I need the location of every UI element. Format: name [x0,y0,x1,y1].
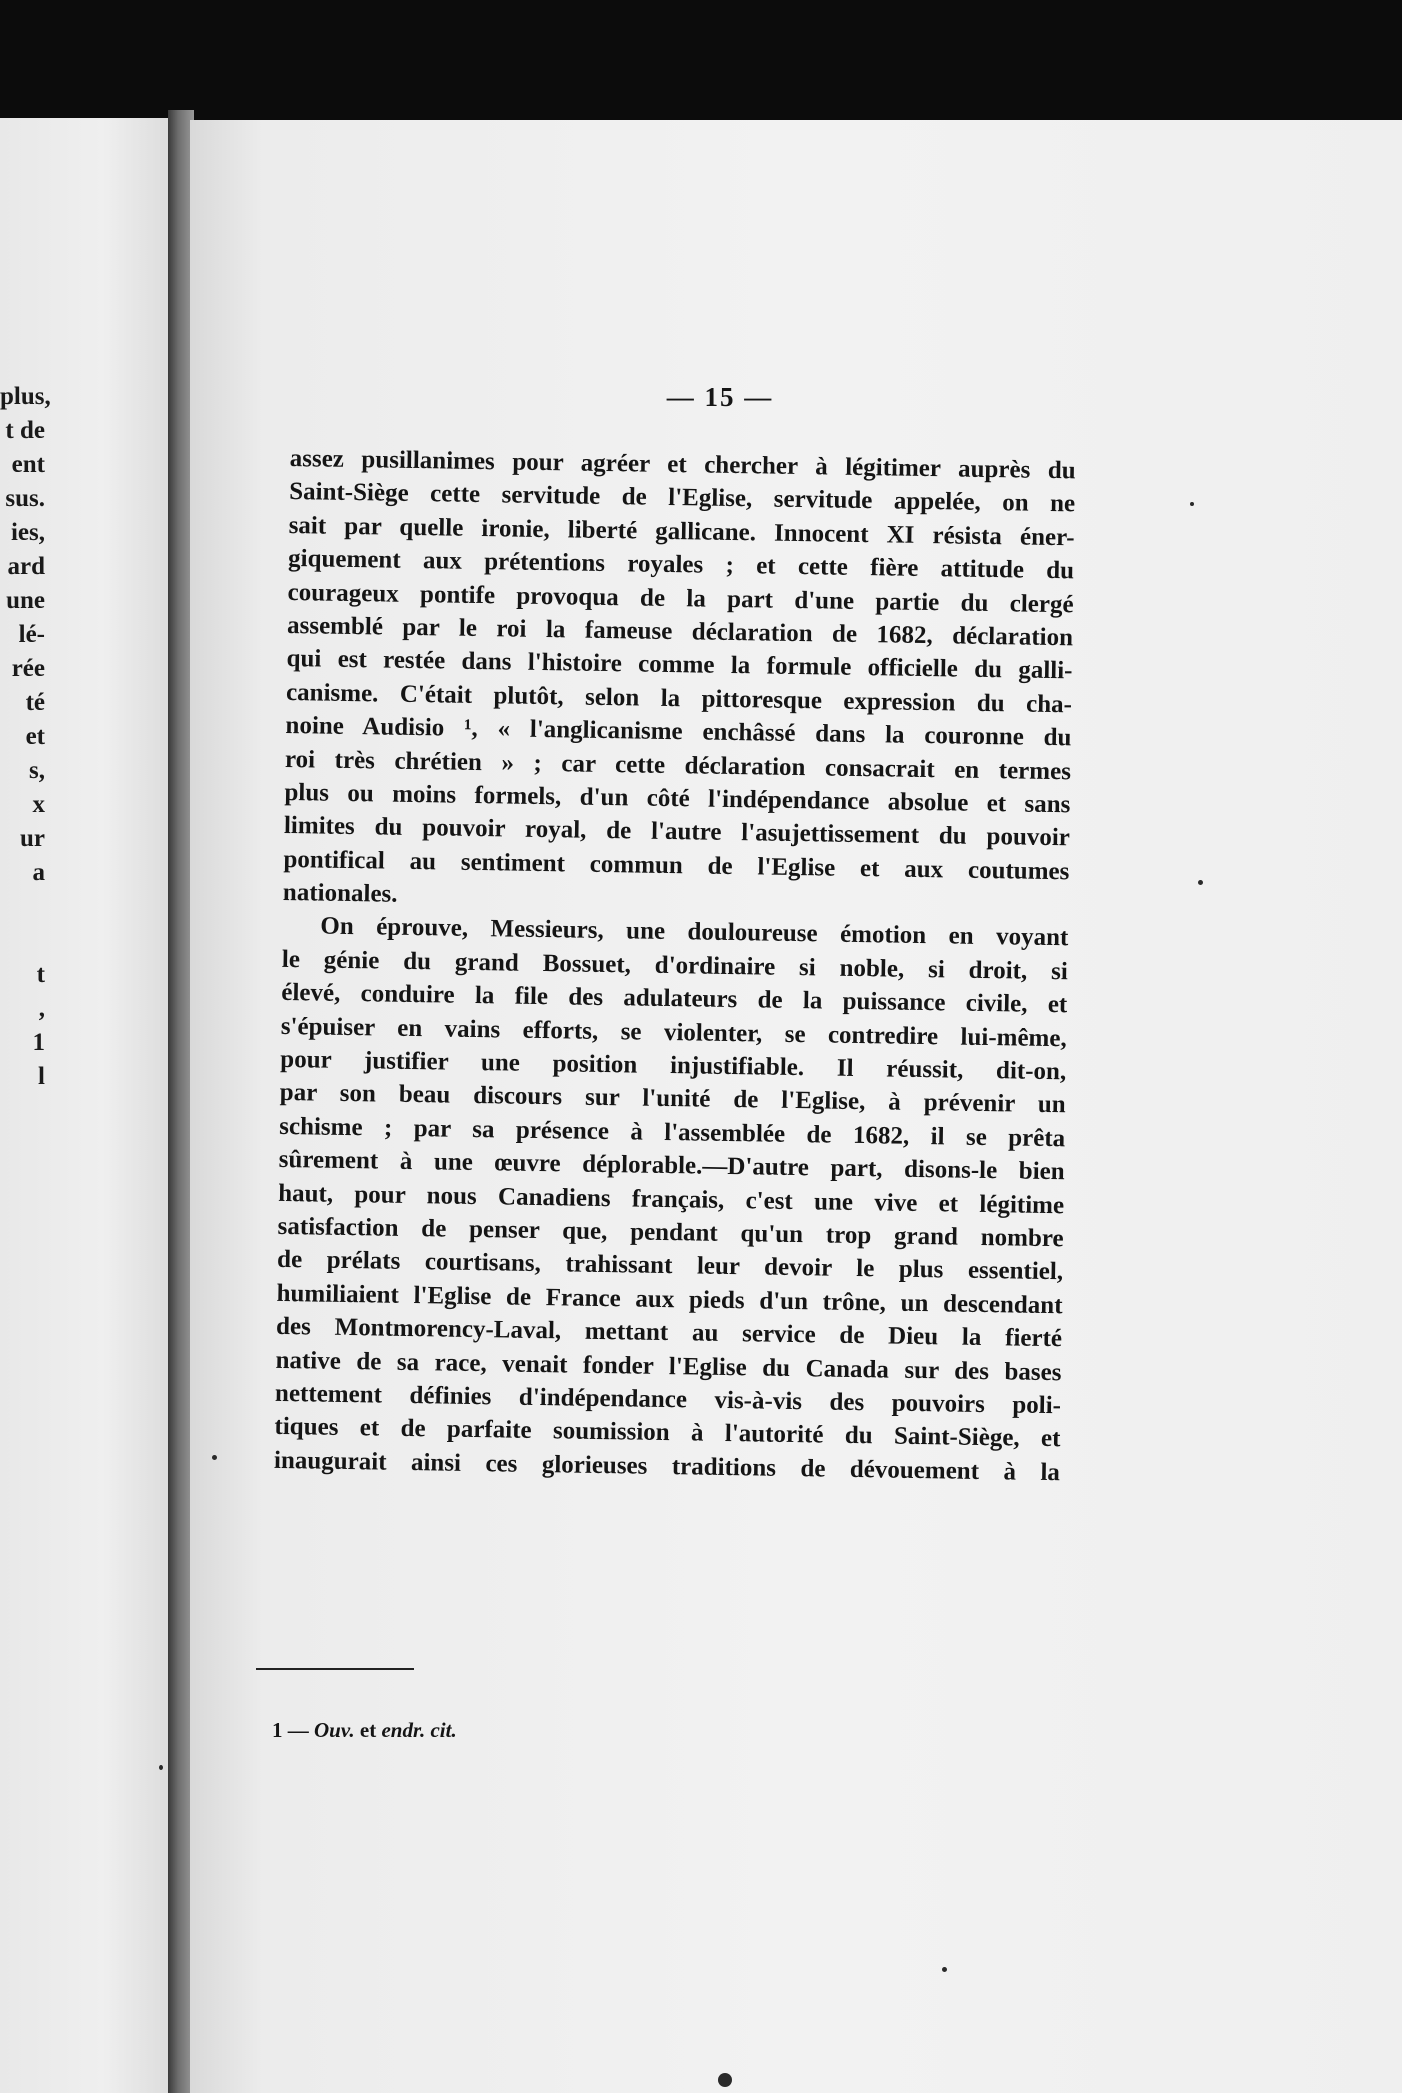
left-page-fragment: ur [20,825,45,852]
body-text [274,442,1076,1489]
text-line: de prélats courtisans, trahissant leur devoir le plus essentiel, [276,1246,1064,1286]
text-line: roi très chrétien » ; car cette déclaration consacrait en termes [284,745,1072,785]
footnote-conjunction: et [354,1718,382,1742]
page-number: — 15 — [666,382,774,412]
footnote-divider [256,1668,414,1670]
text-line: humiliaient l'Eglise de France aux pieds d'un trône, un descendant [276,1279,1063,1320]
left-page-fragment: lé- [18,621,45,648]
left-page-fragment: a [32,859,45,886]
text-line: native de sa race, venait fonder l'Eglise du Canada sur des bases [275,1346,1062,1386]
text-line: On éprouve, Messieurs, une douloureuse émotion en voyant [320,913,1069,952]
left-page-fragment: rée [11,655,45,682]
text-line: pour justifier une position injustifiable. Il réussit, dit-on, [280,1045,1067,1086]
right-page [190,120,1402,2093]
scan-speck [942,1967,947,1972]
scan-speck [718,2073,732,2087]
text-line: des Montmorency-Laval, mettant au service de Dieu la fierté [275,1313,1063,1353]
left-page-fragment: une [6,587,45,614]
scan-speck [159,1765,163,1770]
left-page-fragment: ies, [10,519,45,546]
text-line: schisme ; par sa présence à l'assemblée de 1682, il se prêta [279,1112,1066,1153]
text-line: limites du pouvoir royal, de l'autre l'asujettissement du pouvoir [283,812,1071,852]
text-line: canisme. C'était plutôt, selon la pittoresque expression du cha- [285,678,1073,719]
left-page-fragment: s, [29,757,45,784]
text-line: haut, pour nous Canadiens français, c'est une vive et légitime [277,1179,1065,1219]
footnote [272,1718,457,1743]
text-line: courageux pontife provoqua de la part d'une partie du clergé [287,578,1074,618]
text-line: s'épuiser en vains efforts, se violenter, se contredire lui-même, [280,1012,1067,1052]
text-line: assemblé par le roi la fameuse déclaration de 1682, déclaration [286,611,1074,652]
text-line: le génie du grand Bossuet, d'ordinaire si noble, si droit, si [281,945,1068,986]
left-page-fragment: t [36,961,45,988]
left-page-fragment: ent [11,451,45,478]
text-line: élevé, conduire la file des adulateurs de la puissance civile, et [281,979,1068,1019]
text-line: sûrement à une œuvre déplorable.—D'autre part, disons-le bien [278,1146,1065,1186]
text-line: qui est restée dans l'histoire comme la formule officielle du galli- [286,645,1073,685]
left-page-edge [0,118,172,2093]
scan-speck [1198,880,1203,885]
left-page-fragment: et [25,723,45,750]
left-page-fragment: l [38,1063,45,1090]
text-line: assez pusillanimes pour agréer et chercher à légitimer auprès du [289,444,1076,485]
footnote-abbrev-2: endr. cit. [381,1718,457,1742]
scan-speck [1190,502,1194,506]
text-line: par son beau discours sur l'unité de l'Eglise, à prévenir un [279,1079,1066,1119]
footnote-abbrev-1: Ouv. [314,1718,355,1742]
text-line: giquement aux prétentions royales ; et cette fière attitude du [287,545,1075,585]
left-page-fragment: ard [7,553,45,580]
text-line: noine Audisio ¹, « l'anglicanisme enchâssé dans la couronne du [285,712,1072,752]
text-line: nationales. [282,879,398,908]
left-page-fragment: t de [5,417,45,444]
text-line: Saint-Siège cette servitude de l'Eglise, servitude appelée, on ne [289,478,1076,518]
text-line: inaugurait ainsi ces glorieuses traditions de dévouement à la [273,1446,1061,1486]
footnote-number: 1 — [272,1718,309,1742]
text-line: tiques et de parfaite soumission à l'autorité du Saint-Siège, et [274,1413,1061,1453]
left-page-fragment: x [32,791,45,818]
left-page-fragment: té [25,689,45,716]
left-page-fragment: plus, [0,383,51,410]
left-page-fragment: , [38,995,45,1022]
scan-speck [212,1455,217,1460]
text-line: nettement définies d'indépendance vis-à-vis des pouvoirs poli- [274,1379,1062,1420]
left-page-fragment: 1 [32,1029,45,1056]
left-page-fragment: sus. [5,485,45,512]
text-line: plus ou moins formels, d'un côté l'indépendance absolue et sans [284,778,1071,819]
text-line: satisfaction de penser que, pendant qu'un trop grand nombre [277,1212,1064,1253]
text-line: sait par quelle ironie, liberté gallicane. Innocent XI résista éner- [288,511,1075,552]
text-line: pontifical au sentiment commun de l'Eglise et aux coutumes [283,845,1070,885]
scan-background [300,0,1402,118]
